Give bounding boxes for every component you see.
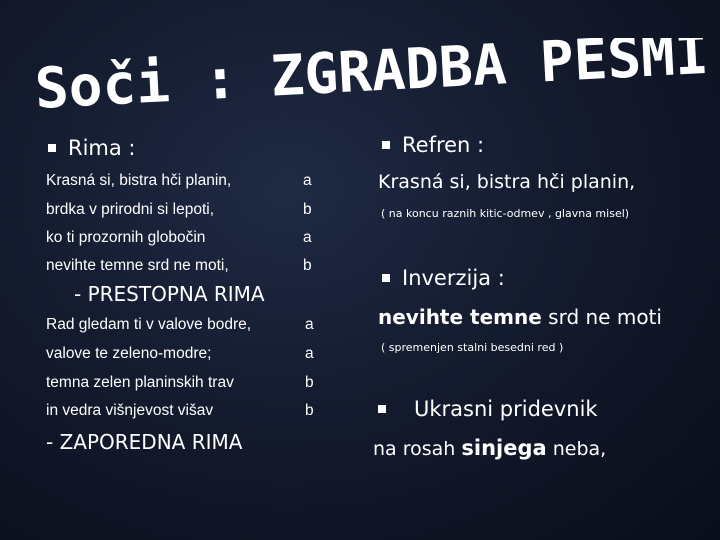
bullet-square-icon (378, 405, 386, 413)
rhyme-letter: b (305, 374, 314, 391)
rhyme-letter: a (305, 316, 314, 333)
pridevnik-bold-text: sinjega (461, 436, 547, 460)
pridevnik-heading-label: Ukrasni pridevnik (414, 397, 598, 421)
page-title (36, 38, 716, 118)
poem-line: in vedra višnjevost višav (46, 402, 214, 419)
bullet-square-icon (48, 144, 56, 152)
rima-heading-label: Rima : (68, 136, 136, 160)
bullet-square-icon (382, 141, 390, 149)
poem-line: Krasná si, bistra hči planin, (46, 172, 232, 189)
refren-heading (382, 133, 484, 157)
rhyme-letter: a (303, 229, 312, 246)
inverzija-heading-label: Inverzija : (402, 266, 505, 290)
rhyme-letter: a (305, 345, 314, 362)
rhyme-letter: b (303, 257, 312, 274)
rhyme-letter: b (303, 201, 312, 218)
inverzija-example (378, 305, 662, 329)
inverzija-heading (382, 266, 505, 290)
pridevnik-post-text: neba, (546, 438, 607, 460)
poem-line: brdka v prirodni si lepoti, (46, 201, 214, 218)
inverzija-rest-text: srd ne moti (541, 305, 662, 329)
refren-heading-label: Refren : (402, 133, 485, 157)
poem-line: nevihte temne srd ne moti, (46, 257, 229, 274)
poem-line: valove te zeleno-modre; (46, 345, 212, 362)
zaporedna-rima-note: - ZAPOREDNA RIMA (46, 430, 243, 454)
poem-line: Rad gledam ti v valove bodre, (46, 316, 252, 333)
page-title-text: Soči : ZGRADBA PESMI (36, 38, 711, 118)
refren-line: Krasná si, bistra hči planin, (378, 171, 636, 193)
pridevnik-example (373, 436, 606, 460)
rhyme-letter: b (305, 402, 314, 419)
prestopna-rima-note: - PRESTOPNA RIMA (74, 282, 265, 306)
poem-line: ko ti prozornih globočin (46, 229, 206, 246)
inverzija-bold-text: nevihte temne (378, 305, 542, 329)
pridevnik-heading (378, 397, 598, 421)
refren-note: ( na koncu raznih kitic-odmev , glavna misel) (381, 207, 630, 220)
poem-line: temna zelen planinskih trav (46, 374, 234, 391)
rima-heading (48, 136, 136, 160)
bullet-square-icon (382, 274, 390, 282)
pridevnik-pre-text: na rosah (373, 438, 462, 460)
inverzija-note: ( spremenjen stalni besedni red ) (381, 341, 564, 354)
rhyme-letter: a (303, 172, 312, 189)
